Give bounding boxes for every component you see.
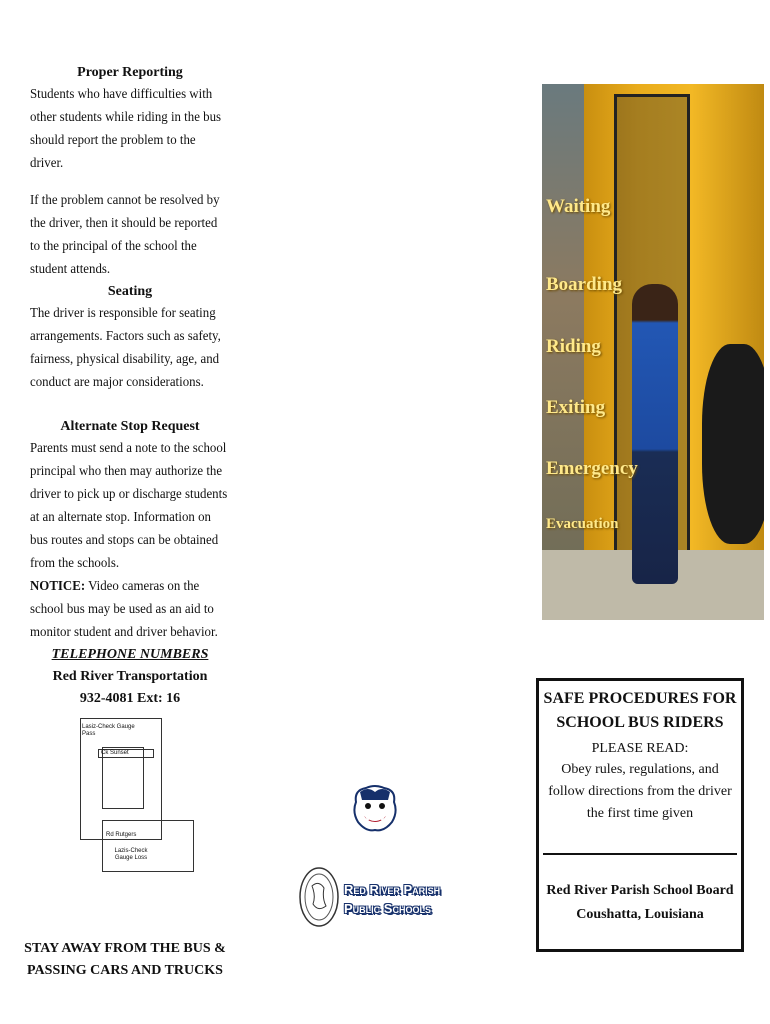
alternate-stop-text: Parents must send a note to the school principal who then may authorize the driver to pick up or discharge students at an alternate stop. Information on bus routes and stops can be obtained from the schools. <box>30 441 228 571</box>
photo-word-evacuation: Evacuation <box>546 516 619 532</box>
school-board-name: Red River Parish School Board <box>546 883 734 898</box>
alternate-stop-paragraph <box>30 437 228 644</box>
notice-text: Video cameras on the school bus may be used as an aid to monitor student and driver behavior. <box>30 579 218 640</box>
student-figure <box>632 284 678 584</box>
map-bottom-box <box>102 820 194 872</box>
instructions-text: Obey rules, regulations, and follow directions from the driver the first time given <box>548 762 732 821</box>
brochure-title: SAFE PROCEDURES FOR SCHOOL BUS RIDERS <box>543 690 737 731</box>
school-board-location: Coushatta, Louisiana <box>576 907 704 922</box>
photo-word-boarding: Boarding <box>546 274 623 295</box>
parish-seal-icon <box>298 866 340 928</box>
telephone-numbers-heading: TELEPHONE NUMBERS <box>51 647 209 662</box>
map-label-inner: Ck Sunset <box>98 749 154 758</box>
map-label-top: Lasiz-Check Gauge Pass <box>82 724 135 737</box>
title-panel <box>536 678 744 952</box>
bus-photo <box>542 84 764 620</box>
bus-route-map <box>62 712 192 872</box>
logo-line-2: Public Schools <box>344 901 431 916</box>
left-column <box>30 62 230 710</box>
logo-line-1: Red River Parish <box>344 882 441 897</box>
parish-logo-text <box>344 880 454 918</box>
proper-reporting-heading: Proper Reporting <box>77 65 183 80</box>
photo-word-emergency: Emergency <box>546 458 638 479</box>
transportation-phone: 932-4081 Ext: 16 <box>79 691 181 706</box>
bulldog-mascot-icon <box>348 782 402 836</box>
panel-divider <box>543 853 737 855</box>
stay-away-warning: STAY AWAY FROM THE BUS & PASSING CARS AND TRUCKS <box>24 941 226 978</box>
photo-word-waiting: Waiting <box>546 196 611 217</box>
photo-word-riding: Riding <box>546 336 601 357</box>
bus-wheel <box>702 344 764 544</box>
photo-word-exiting: Exiting <box>546 397 606 418</box>
please-read-label: PLEASE READ: <box>591 741 689 756</box>
proper-reporting-paragraph-1: Students who have difficulties with other students while riding in the bus should report the problem to the driver. <box>30 87 222 171</box>
proper-reporting-paragraph-2: If the problem cannot be resolved by the driver, then it should be reported to the principal of the school the student attends. <box>30 193 220 277</box>
notice-label: NOTICE: <box>30 579 86 594</box>
map-label-bottom-2: Lazis-Check Gauge Loss <box>114 848 148 861</box>
seating-paragraph: The driver is responsible for seating arrangements. Factors such as safety, fairness, physical disability, age, and conduct are major considerations. <box>30 306 221 390</box>
alternate-stop-heading: Alternate Stop Request <box>60 419 200 434</box>
transportation-name: Red River Transportation <box>52 669 208 684</box>
seating-heading: Seating <box>107 284 153 299</box>
map-label-bottom-1: Rd Rutgers <box>106 832 137 838</box>
